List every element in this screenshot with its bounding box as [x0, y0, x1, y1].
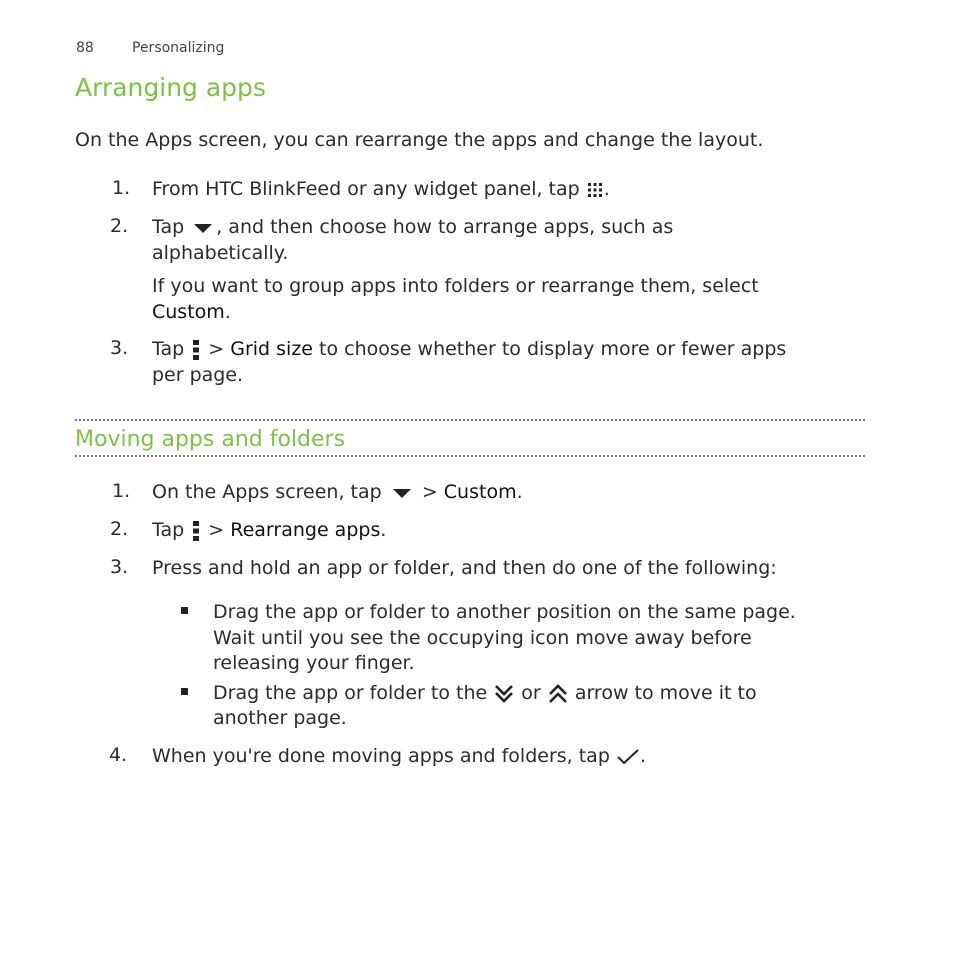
menu-dots-icon: [190, 520, 202, 542]
step-text-part: >: [208, 338, 225, 360]
step-text: [152, 744, 646, 769]
step-number: 3.: [110, 337, 129, 359]
step-text-part: >: [208, 519, 225, 541]
step-text-part: , and then choose how to arrange apps, such as: [216, 216, 674, 238]
ui-term: Custom: [443, 481, 517, 503]
step-text: [152, 337, 786, 362]
checkmark-icon: [616, 748, 640, 766]
step-number: 1.: [112, 177, 131, 199]
step-text-part: .: [224, 301, 231, 323]
step-number: 2.: [110, 518, 129, 540]
step-text-part: When you're done moving apps and folders, tap: [152, 745, 610, 767]
step-text: Press and hold an app or folder, and then do one of the following:: [152, 557, 777, 579]
step-text-part: >: [421, 481, 438, 503]
bullet-text-continued: another page.: [213, 707, 347, 729]
step-text-part: On the Apps screen, tap: [152, 481, 382, 503]
bullet-text-part: or: [521, 682, 541, 704]
step-number: 2.: [110, 215, 129, 237]
step-note-continued: [152, 300, 231, 325]
step-text-part: From HTC BlinkFeed or any widget panel, tap: [152, 178, 580, 200]
bullet-text-part: arrow to move it to: [574, 682, 757, 704]
ui-term: Grid size: [230, 338, 313, 360]
ui-term: Custom: [152, 301, 225, 323]
step-number: 3.: [110, 556, 129, 578]
step-text-part: to choose whether to display more or fewer apps: [319, 338, 787, 360]
section-title-moving-apps: Moving apps and folders: [75, 427, 346, 452]
step-text: [152, 215, 673, 240]
chapter-label: Personalizing: [132, 40, 225, 56]
step-text-part: .: [516, 481, 523, 503]
double-chevron-up-icon: [547, 683, 569, 705]
section-title-arranging-apps: Arranging apps: [75, 73, 266, 102]
step-number: 1.: [112, 480, 131, 502]
bullet-text-continued: Wait until you see the occupying icon move away before: [213, 627, 752, 649]
divider-bottom: [75, 455, 865, 457]
dropdown-arrow-icon: [190, 221, 216, 235]
double-chevron-down-icon: [493, 683, 515, 705]
page-number: 88: [76, 40, 94, 56]
menu-dots-icon: [190, 339, 202, 361]
step-text-continued: per page.: [152, 364, 244, 386]
step-text: [152, 480, 523, 505]
step-note: If you want to group apps into folders or rearrange them, select: [152, 275, 759, 297]
bullet-text-continued: releasing your finger.: [213, 652, 415, 674]
step-text-part: .: [639, 745, 646, 767]
intro-text: On the Apps screen, you can rearrange the apps and change the layout.: [75, 129, 764, 151]
divider-top: [75, 419, 865, 421]
bullet-text-part: Drag the app or folder to the: [213, 682, 488, 704]
step-text-part: .: [380, 519, 387, 541]
apps-grid-icon: [586, 181, 604, 199]
dropdown-arrow-icon: [388, 486, 416, 500]
step-text-part: Tap: [152, 216, 185, 238]
step-text-continued: alphabetically.: [152, 242, 289, 264]
bullet-marker: [181, 607, 188, 614]
bullet-marker: [181, 688, 188, 695]
step-text-part: Tap: [152, 338, 185, 360]
bullet-text: Drag the app or folder to another position on the same page.: [213, 601, 796, 623]
bullet-text: [213, 681, 757, 706]
ui-term: Rearrange apps: [230, 519, 381, 541]
step-text: [152, 177, 610, 202]
step-text-part: Tap: [152, 519, 185, 541]
step-text-part: .: [603, 178, 610, 200]
step-number: 4.: [109, 744, 128, 766]
step-text: [152, 518, 386, 543]
